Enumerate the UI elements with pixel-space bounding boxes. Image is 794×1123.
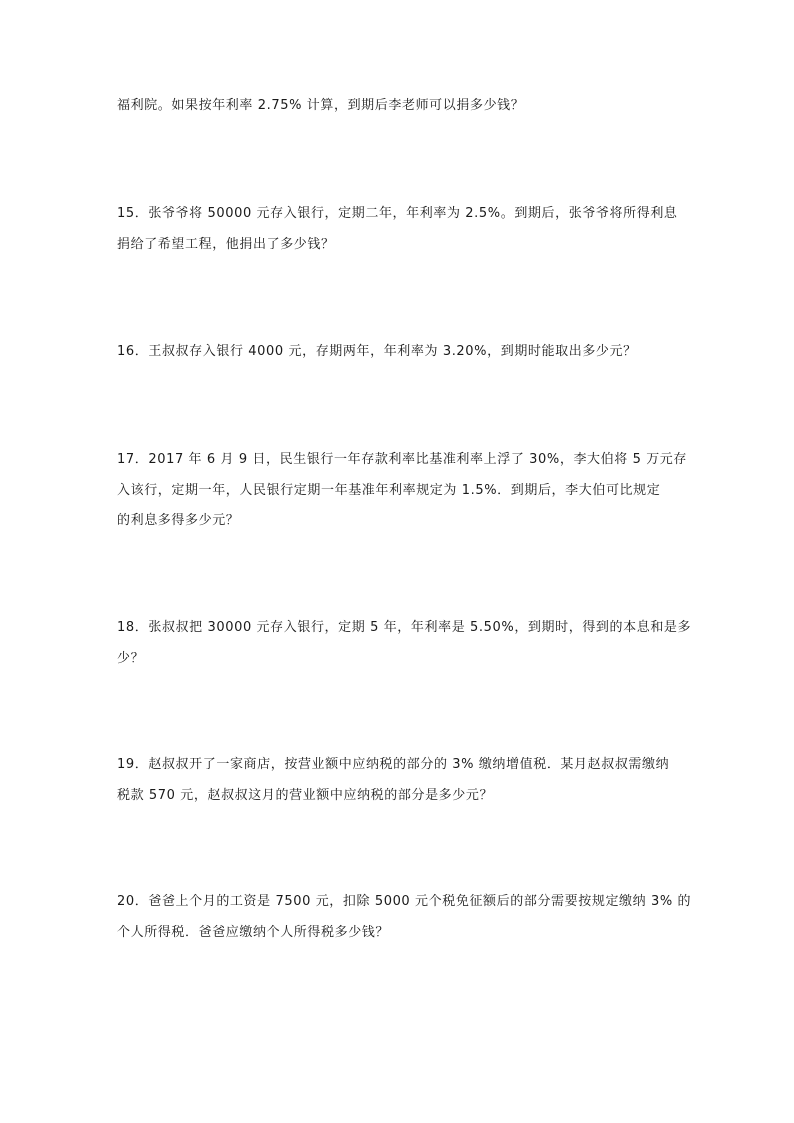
problem-15-line-2: 捐给了希望工程，他捐出了多少钱？ [117,237,335,252]
problem-18-line-2: 少？ [117,651,145,666]
problem-19-line-1: 19．赵叔叔开了一家商店，按营业额中应纳税的部分的 3% 缴纳增值税．某月赵叔叔需缴纳 [117,757,670,772]
problem-17-line-2: 入该行，定期一年，人民银行定期一年基准年利率规定为 1.5%．到期后，李大伯可比规定 [117,483,661,498]
problem-19-line-2: 税款 570 元，赵叔叔这月的营业额中应纳税的部分是多少元？ [117,788,494,803]
problem-16-line-1: 16．王叔叔存入银行 4000 元，存期两年，年利率为 3.20%，到期时能取出多少元？ [117,344,637,359]
problem-18-line-1: 18．张叔叔把 30000 元存入银行，定期 5 年，年利率是 5.50%，到期时，得到的本息和是多 [117,620,692,635]
problem-15-line-1: 15．张爷爷将 50000 元存入银行，定期二年，年利率为 2.5%。到期后，张爷爷将所得利息 [117,206,678,221]
problem-20-line-2: 个人所得税．爸爸应缴纳个人所得税多少钱？ [117,925,390,940]
problem-17-line-3: 的利息多得多少元？ [117,513,240,528]
problem-20-line-1: 20．爸爸上个月的工资是 7500 元，扣除 5000 元个税免征额后的部分需要按规定缴纳 3% 的 [117,894,692,909]
problem-14-continuation: 福利院。如果按年利率 2.75% 计算，到期后李老师可以捐多少钱？ [117,98,525,113]
problem-17-line-1: 17．2017 年 6 月 9 日，民生银行一年存款利率比基准利率上浮了 30%，李大伯将 5 万元存 [117,452,687,467]
